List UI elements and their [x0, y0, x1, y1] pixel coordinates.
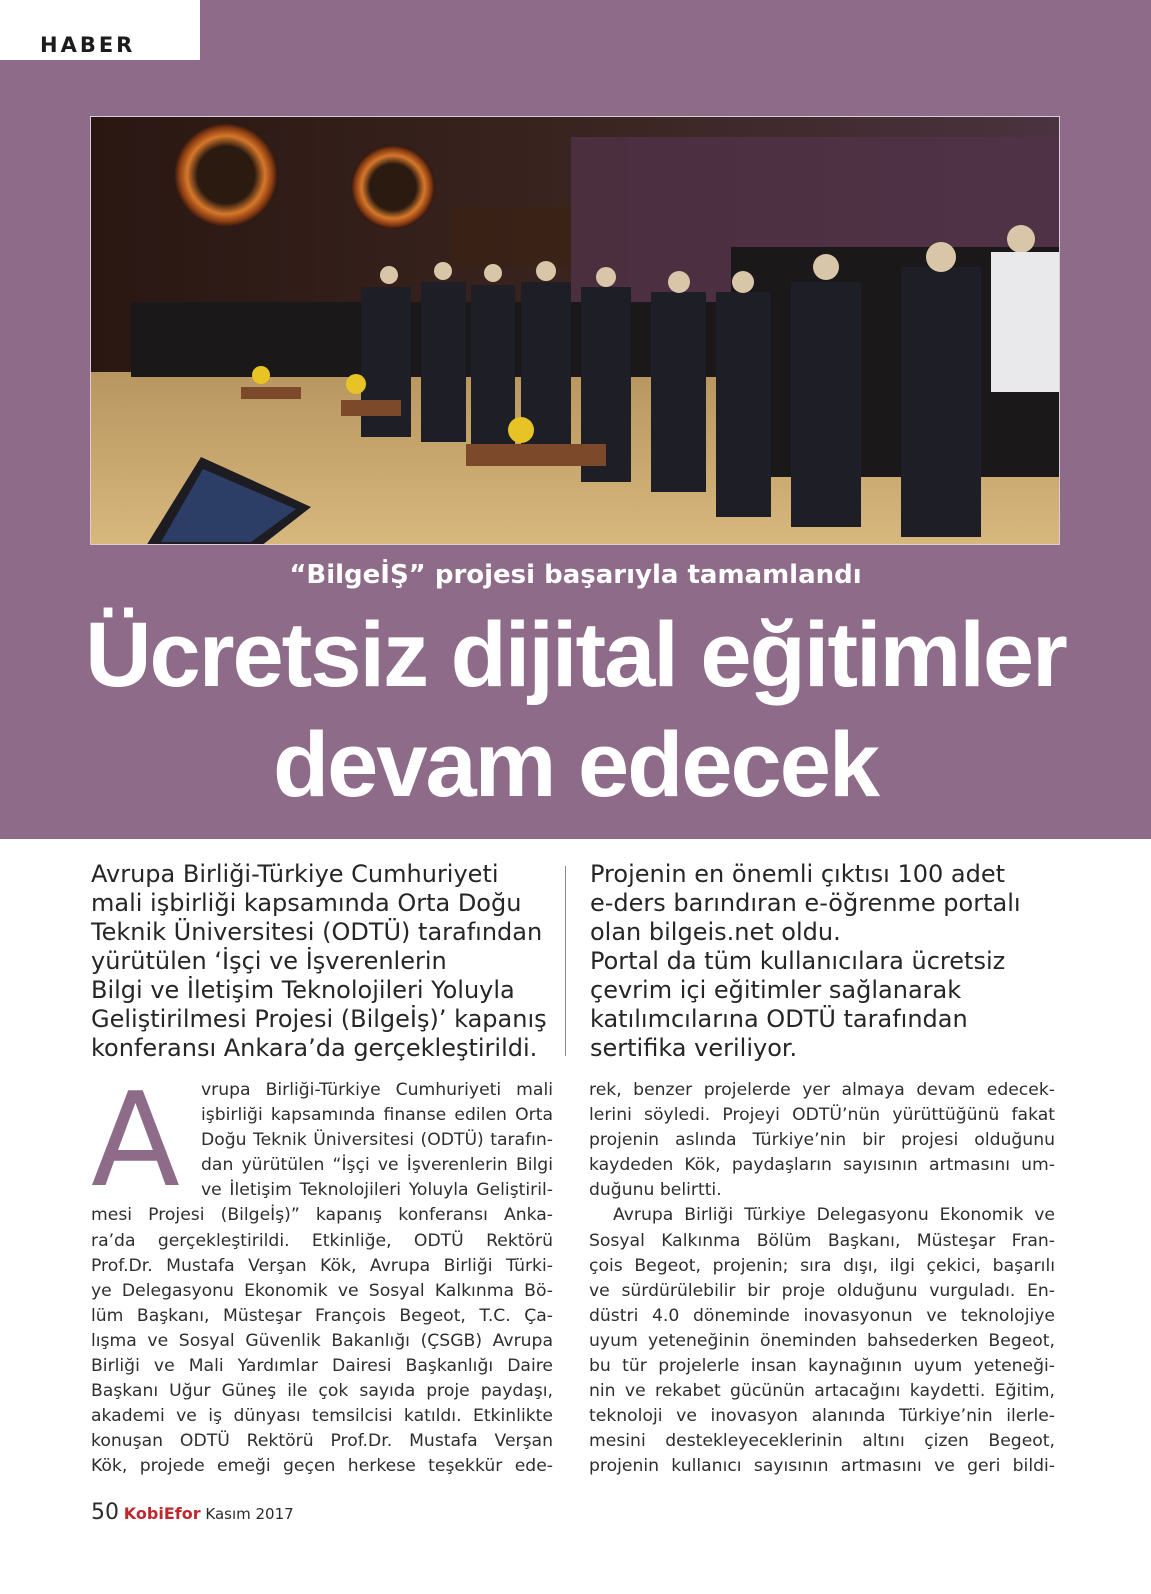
body-line: dan yürütülen “İşçi ve İşverenlerin Bilgi: [201, 1155, 553, 1176]
body-line: çois Begeot, projenin; sıra dışı, ilgi çekici, başarılı: [589, 1255, 1055, 1276]
lead-left: [91, 860, 551, 1063]
body-line: ve sürdürülebilir bir proje olduğunu vurguladı. En-: [589, 1280, 1055, 1301]
body-line: Avrupa Birliği Türkiye Delegasyonu Ekonomik ve: [613, 1205, 1055, 1226]
body-line: Kök, projede emeği geçen herkese teşekkür ede-: [91, 1456, 553, 1477]
lead-line: Projenin en önemli çıktısı 100 adet: [590, 860, 1006, 888]
body-line: Prof.Dr. Mustafa Verşan Kök, Avrupa Birliği Türki-: [91, 1255, 553, 1276]
lead-line: sertifika veriliyor.: [590, 1034, 798, 1062]
body-line: projenin kullanıcı sayısının artmasını ve geri bildi-: [589, 1456, 1055, 1477]
photo-ring-light: [351, 145, 435, 229]
body-line: Birliği ve Mali Yardımlar Dairesi Başkanlığı Daire: [91, 1356, 553, 1377]
body-line: Sosyal Kalkınma Bölüm Başkanı, Müsteşar Fran-: [589, 1230, 1055, 1251]
lead-line: Avrupa Birliği-Türkiye Cumhuriyeti: [91, 860, 499, 888]
body-line: duğunu belirtti.: [589, 1180, 722, 1201]
body-line: kaydeden Kök, paydaşların sayısının artmasını um-: [589, 1155, 1055, 1176]
body-line: uyum yeteneğinin öneminden bahsederken Begeot,: [589, 1330, 1055, 1351]
lead-divider: [565, 866, 566, 1056]
lead-line: çevrim içi eğitimler sağlanarak: [590, 976, 962, 1004]
article-kicker: “BilgeİŞ” projesi başarıyla tamamlandı: [289, 560, 862, 590]
body-line: Başkanı Uğur Güneş ile çok sayıda proje paydaşı,: [91, 1381, 553, 1402]
headline-line-1: Ücretsiz dijital eğitimler: [85, 604, 1066, 706]
body-line: bu tür projelerle insan kaynağının uyum yeteneği-: [589, 1356, 1055, 1377]
body-line: projenin aslında Türkiye’nin bir projesi olduğunu: [589, 1130, 1055, 1151]
lead-line: yürütülen ‘İşçi ve İşverenlerin: [91, 947, 447, 975]
body-line: teknoloji ve inovasyon alanında Türkiye’nin ilerle-: [589, 1406, 1055, 1427]
body-line: Doğu Teknik Üniversitesi (ODTÜ) tarafın-: [201, 1130, 553, 1151]
lead-line: e-ders barındıran e-öğrenme portalı: [590, 889, 1021, 917]
page-footer: [91, 1500, 294, 1525]
body-column-right: [589, 1078, 1055, 1480]
body-line: ra’da gerçekleştirildi. Etkinliğe, ODTÜ Rektörü: [91, 1230, 553, 1251]
lead-line: Bilgi ve İletişim Teknolojileri Yoluyla: [91, 976, 515, 1004]
body-line: akademi ve iş dünyası temsilcisi katıldı. Etkinlikte: [91, 1406, 553, 1427]
body-line: lerini söyledi. Projeyi ODTÜ’nün yürüttüğünü fakat: [589, 1105, 1055, 1126]
lead-line: konferansı Ankara’da gerçekleştirildi.: [91, 1034, 538, 1062]
photo-ring-light: [174, 123, 278, 227]
lead-line: olan bilgeis.net oldu.: [590, 918, 841, 946]
photo-wall-decor: [451, 207, 571, 267]
lead-line: katılımcılarına ODTÜ tarafından: [590, 1005, 968, 1033]
body-line: mesi Projesi (Bilgeİş)” kapanış konferansı Anka-: [91, 1205, 553, 1226]
magazine-name: KobiEfor: [123, 1504, 201, 1523]
dropcap: A: [91, 1064, 180, 1216]
body-line: düstri 4.0 döneminde inovasyonun ve teknolojiye: [589, 1305, 1055, 1326]
body-line: rek, benzer projelerde yer almaya devam edecek-: [589, 1080, 1055, 1100]
body-line: ye Delegasyonu Ekonomik ve Sosyal Kalkınma Bö-: [91, 1280, 553, 1301]
lead-right: [590, 860, 1060, 1063]
lead-line: Portal da tüm kullanıcılara ücretsiz: [590, 947, 1006, 975]
article-headline: [0, 600, 1151, 820]
issue-date: Kasım 2017: [205, 1505, 294, 1523]
section-label: HABER: [40, 33, 136, 57]
body-line: nin ve rekabet gücünün artacağını kaydetti. Eğitim,: [589, 1381, 1055, 1402]
body-line: lüm Başkanı, Müsteşar François Begeot, T.C. Ça-: [91, 1305, 553, 1326]
body-column-left: [91, 1078, 553, 1480]
conference-photo: [90, 116, 1060, 545]
headline-line-2: devam edecek: [272, 714, 879, 816]
lead-line: mali işbirliği kapsamında Orta Doğu: [91, 889, 522, 917]
body-line: konuşan ODTÜ Rektörü Prof.Dr. Mustafa Verşan: [91, 1431, 553, 1452]
page-number: 50: [91, 1500, 119, 1525]
body-line: vrupa Birliği-Türkiye Cumhuriyeti mali: [201, 1080, 553, 1100]
body-line: ve İletişim Teknolojileri Yoluyla Geliştiril-: [201, 1180, 553, 1201]
body-line: mesini destekleyeceklerinin altını çizen Begeot,: [589, 1431, 1055, 1452]
body-line: lışma ve Sosyal Güvenlik Bakanlığı (ÇSGB) Avrupa: [91, 1330, 553, 1351]
lead-line: Geliştirilmesi Projesi (Bilgeİş)’ kapanış: [91, 1005, 547, 1033]
body-line: işbirliği kapsamında finanse edilen Orta: [201, 1105, 553, 1126]
photo-white-shirt: [991, 252, 1060, 392]
lead-line: Teknik Üniversitesi (ODTÜ) tarafından: [91, 918, 543, 946]
